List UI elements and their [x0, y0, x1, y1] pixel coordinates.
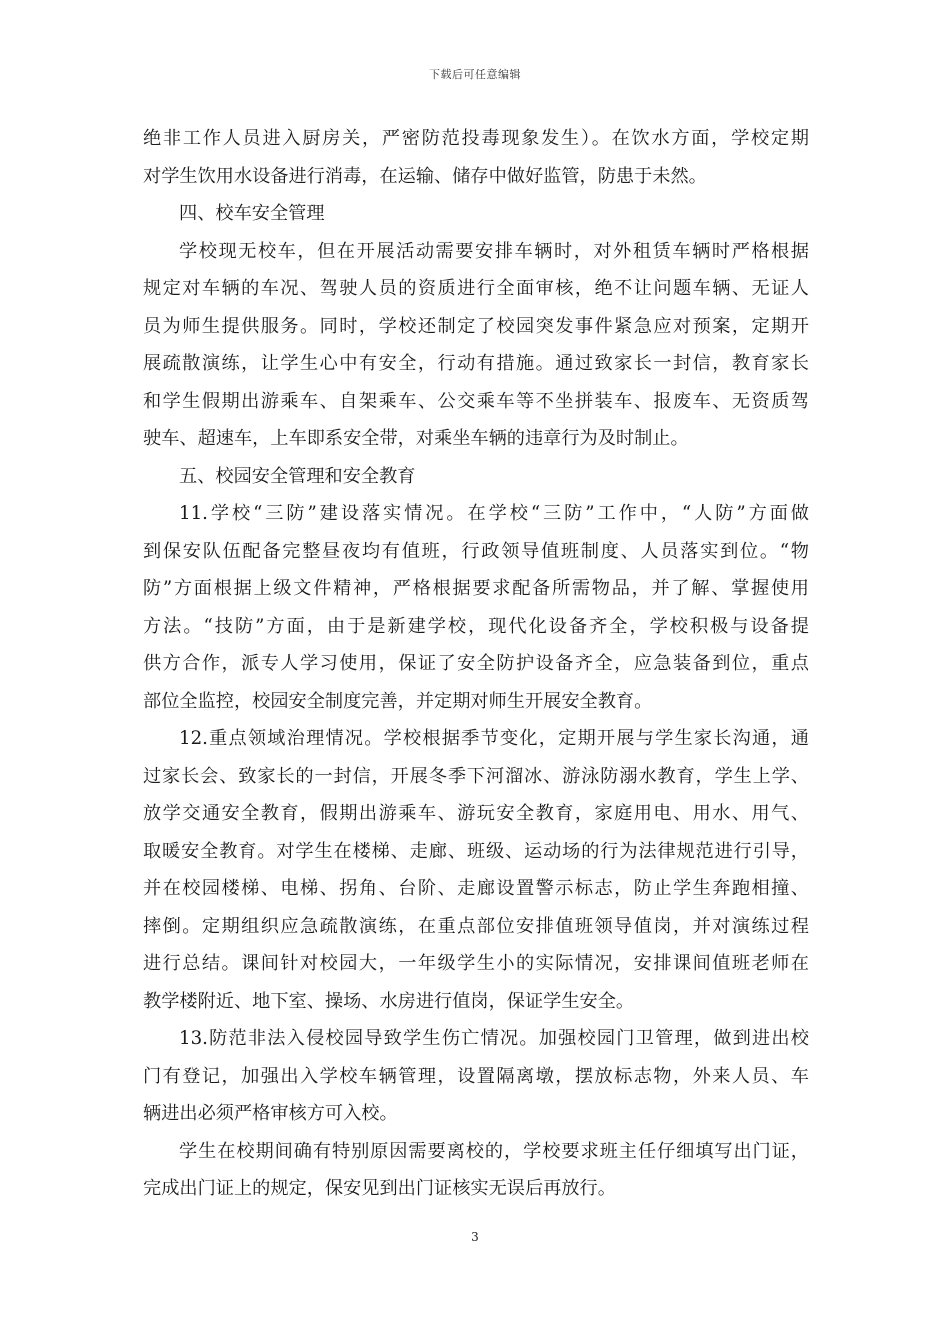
text-line: 门有登记，加强出入学校车辆管理，设置隔离墩，摆放标志物，外来人员、车 [143, 1065, 809, 1087]
text-line: 完成出门证上的规定，保安见到出门证核实无误后再放行。 [143, 1178, 616, 1199]
page-header: 下载后可任意编辑 [429, 68, 521, 81]
text-line: 取暖安全教育。对学生在楼梯、走廊、班级、运动场的行为法律规范进行引导， [143, 840, 809, 862]
text-line: 13.防范非法入侵校园导致学生伤亡情况。加强校园门卫管理，做到进出校 [179, 1028, 809, 1049]
page-number: 3 [471, 1230, 479, 1244]
text-line: 防”方面根据上级文件精神，严格根据要求配备所需物品，并了解、掌握使用 [143, 578, 809, 599]
text-line: 摔倒。定期组织应急疏散演练，在重点部位安排值班领导值岗，并对演练过程 [143, 915, 809, 937]
text-line: 辆进出必须严格审核方可入校。 [143, 1103, 398, 1124]
text-line: 方法。“技防”方面，由于是新建学校，现代化设备齐全，学校积极与设备提 [143, 615, 809, 637]
text-line: 供方合作，派专人学习使用，保证了安全防护设备齐全，应急装备到位，重点 [143, 653, 809, 674]
text-line: 12.重点领域治理情况。学校根据季节变化，定期开展与学生家长沟通，通 [179, 728, 809, 749]
text-line: 并在校园楼梯、电梯、拐角、台阶、走廊设置警示标志，防止学生奔跑相撞、 [143, 878, 809, 899]
text-line: 对学生饮用水设备进行消毒，在运输、储存中做好监管，防患于未然。 [143, 165, 707, 187]
text-line: 驶车、超速车，上车即系安全带，对乘坐车辆的违章行为及时制止。 [143, 428, 689, 449]
text-line: 放学交通安全教育，假期出游乘车、游玩安全教育，家庭用电、用水、用气、 [143, 803, 809, 824]
text-line: 教学楼附近、地下室、操场、水房进行值岗，保证学生安全。 [143, 990, 635, 1012]
text-line: 到保安队伍配备完整昼夜均有值班，行政领导值班制度、人员落实到位。“物 [143, 540, 809, 562]
document-body [143, 120, 809, 1208]
text-line: 规定对车辆的车况、驾驶人员的资质进行全面审核，绝不让问题车辆、无证人 [143, 278, 809, 299]
text-line: 展疏散演练，让学生心中有安全，行动有措施。通过致家长一封信，教育家长 [143, 353, 809, 374]
text-line: 部位全监控，校园安全制度完善，并定期对师生开展安全教育。 [143, 690, 653, 712]
text-line: 五、校园安全管理和安全教育 [179, 465, 416, 487]
text-line: 四、校车安全管理 [179, 203, 325, 224]
text-line: 11.学校“三防”建设落实情况。在学校“三防”工作中，“人防”方面做 [179, 503, 809, 524]
text-line: 学校现无校车，但在开展活动需要安排车辆时，对外租赁车辆时严格根据 [179, 240, 809, 262]
text-line: 进行总结。课间针对校园大，一年级学生小的实际情况，安排课间值班老师在 [143, 953, 809, 974]
text-line: 绝非工作人员进入厨房关，严密防范投毒现象发生）。在饮水方面，学校定期 [143, 128, 809, 149]
text-line: 学生在校期间确有特别原因需要离校的，学校要求班主任仔细填写出门证， [179, 1140, 809, 1162]
text-line: 员为师生提供服务。同时，学校还制定了校园突发事件紧急应对预案，定期开 [143, 315, 809, 337]
text-line: 和学生假期出游乘车、自架乘车、公交乘车等不坐拼装车、报废车、无资质驾 [143, 390, 809, 412]
text-line: 过家长会、致家长的一封信，开展冬季下河溜冰、游泳防溺水教育，学生上学、 [143, 765, 809, 787]
